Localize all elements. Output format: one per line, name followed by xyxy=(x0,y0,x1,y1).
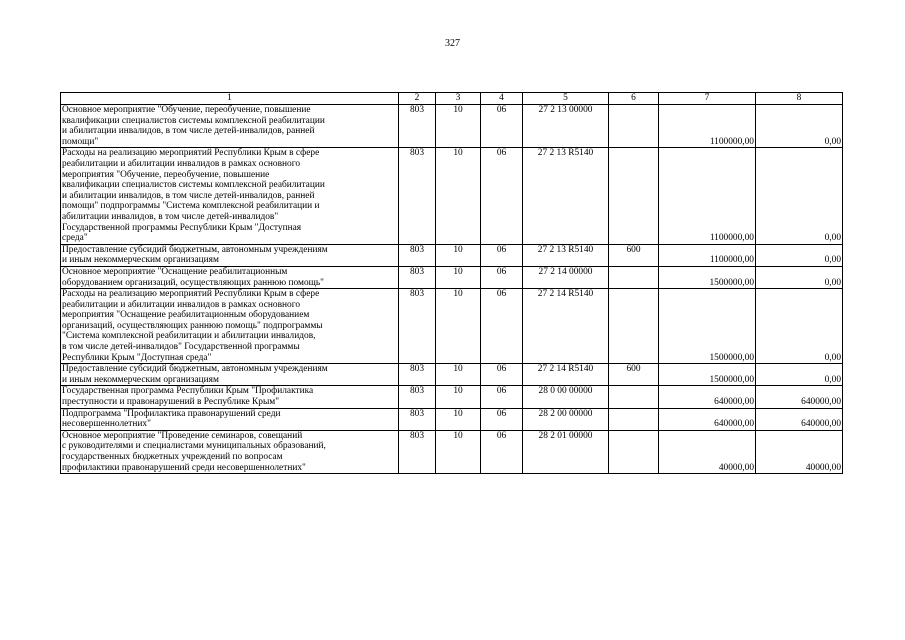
expense-type-cell xyxy=(609,408,659,430)
column-header: 2 xyxy=(399,93,436,105)
subsection-code-cell: 06 xyxy=(481,266,523,288)
target-article-cell: 27 2 14 R5140 xyxy=(523,364,609,386)
section-code-cell: 10 xyxy=(436,148,481,244)
amount-cell: 1100000,00 xyxy=(659,148,756,244)
amount-cell: 640000,00 xyxy=(756,386,843,408)
section-code-cell: 10 xyxy=(436,408,481,430)
column-header: 1 xyxy=(61,93,399,105)
column-header: 7 xyxy=(659,93,756,105)
amount-cell: 0,00 xyxy=(756,105,843,148)
subsection-code-cell: 06 xyxy=(481,364,523,386)
column-header: 8 xyxy=(756,93,843,105)
row-name-cell: Предоставление субсидий бюджетным, автономным учреждениям и иным некоммерческим организациям xyxy=(61,364,399,386)
ministry-code-cell: 803 xyxy=(399,244,436,266)
subsection-code-cell: 06 xyxy=(481,430,523,473)
table-row xyxy=(61,289,843,364)
target-article-cell: 27 2 14 00000 xyxy=(523,266,609,288)
amount-cell: 40000,00 xyxy=(659,430,756,473)
row-name-cell: Подпрограмма "Профилактика правонарушений среди несовершеннолетних" xyxy=(61,408,399,430)
ministry-code-cell: 803 xyxy=(399,386,436,408)
ministry-code-cell: 803 xyxy=(399,289,436,364)
ministry-code-cell: 803 xyxy=(399,105,436,148)
section-code-cell: 10 xyxy=(436,266,481,288)
ministry-code-cell: 803 xyxy=(399,148,436,244)
expense-type-cell xyxy=(609,289,659,364)
amount-cell: 0,00 xyxy=(756,364,843,386)
ministry-code-cell: 803 xyxy=(399,266,436,288)
amount-cell: 1100000,00 xyxy=(659,105,756,148)
table-row xyxy=(61,244,843,266)
subsection-code-cell: 06 xyxy=(481,148,523,244)
expense-type-cell: 600 xyxy=(609,244,659,266)
ministry-code-cell: 803 xyxy=(399,364,436,386)
section-code-cell: 10 xyxy=(436,430,481,473)
table-row xyxy=(61,430,843,473)
target-article-cell: 28 2 00 00000 xyxy=(523,408,609,430)
amount-cell: 1100000,00 xyxy=(659,244,756,266)
budget-table xyxy=(60,92,843,474)
amount-cell: 0,00 xyxy=(756,289,843,364)
table-row xyxy=(61,148,843,244)
row-name-cell: Расходы на реализацию мероприятий Республики Крым в сфере реабилитации и абилитации инвалидов в рамках основного мероприятия "Оснащение реабилитационным оборудованием организаций, осуществляющих раннюю помощь" подпрограммы "Система комплексной реабилитации и абилитации инвалидов, в том числе детей-инвалидов" Государственной программы Республики Крым "Доступная среда" xyxy=(61,289,399,364)
amount-cell: 1500000,00 xyxy=(659,266,756,288)
amount-cell: 0,00 xyxy=(756,148,843,244)
amount-cell: 640000,00 xyxy=(756,408,843,430)
expense-type-cell xyxy=(609,266,659,288)
section-code-cell: 10 xyxy=(436,244,481,266)
amount-cell: 640000,00 xyxy=(659,408,756,430)
amount-cell: 0,00 xyxy=(756,266,843,288)
target-article-cell: 27 2 14 R5140 xyxy=(523,289,609,364)
table-row xyxy=(61,364,843,386)
expense-type-cell xyxy=(609,386,659,408)
amount-cell: 40000,00 xyxy=(756,430,843,473)
ministry-code-cell: 803 xyxy=(399,408,436,430)
section-code-cell: 10 xyxy=(436,386,481,408)
expense-type-cell xyxy=(609,105,659,148)
row-name-cell: Основное мероприятие "Обучение, переобучение, повышение квалификации специалистов системы комплексной реабилитации и абилитации инвалидов, в том числе детей-инвалидов, ранней помощи" xyxy=(61,105,399,148)
row-name-cell: Основное мероприятие "Проведение семинаров, совещаний с руководителями и специалистами муниципальных образований, государственных бюджетных учреждений по вопросам профилактики правонарушений среди несовершеннолетних" xyxy=(61,430,399,473)
target-article-cell: 28 0 00 00000 xyxy=(523,386,609,408)
subsection-code-cell: 06 xyxy=(481,386,523,408)
section-code-cell: 10 xyxy=(436,364,481,386)
column-header: 6 xyxy=(609,93,659,105)
subsection-code-cell: 06 xyxy=(481,105,523,148)
target-article-cell: 27 2 13 R5140 xyxy=(523,148,609,244)
subsection-code-cell: 06 xyxy=(481,408,523,430)
column-header: 3 xyxy=(436,93,481,105)
target-article-cell: 28 2 01 00000 xyxy=(523,430,609,473)
target-article-cell: 27 2 13 R5140 xyxy=(523,244,609,266)
section-code-cell: 10 xyxy=(436,105,481,148)
row-name-cell: Расходы на реализацию мероприятий Республики Крым в сфере реабилитации и абилитации инвалидов в рамках основного мероприятия "Обучение, переобучение, повышение квалификации специалистов системы комплексной реабилитации и абилитации инвалидов, в том числе детей-инвалидов, ранней помощи" подпрограммы "Система комплексной реабилитации и абилитации инвалидов, в том числе детей-инвалидов" Государственной программы Республики Крым "Доступная среда" xyxy=(61,148,399,244)
section-code-cell: 10 xyxy=(436,289,481,364)
table-row xyxy=(61,266,843,288)
row-name-cell: Основное мероприятие "Оснащение реабилитационным оборудованием организаций, осуществляющих раннюю помощь" xyxy=(61,266,399,288)
page-number: 327 xyxy=(445,38,460,49)
subsection-code-cell: 06 xyxy=(481,289,523,364)
table-row xyxy=(61,105,843,148)
row-name-cell: Государственная программа Республики Крым "Профилактика преступности и правонарушений в Республике Крым" xyxy=(61,386,399,408)
target-article-cell: 27 2 13 00000 xyxy=(523,105,609,148)
expense-type-cell xyxy=(609,148,659,244)
expense-type-cell xyxy=(609,430,659,473)
column-header: 4 xyxy=(481,93,523,105)
row-name-cell: Предоставление субсидий бюджетным, автономным учреждениям и иным некоммерческим организациям xyxy=(61,244,399,266)
subsection-code-cell: 06 xyxy=(481,244,523,266)
amount-cell: 0,00 xyxy=(756,244,843,266)
table-row xyxy=(61,386,843,408)
amount-cell: 1500000,00 xyxy=(659,364,756,386)
ministry-code-cell: 803 xyxy=(399,430,436,473)
amount-cell: 1500000,00 xyxy=(659,289,756,364)
table-row xyxy=(61,408,843,430)
column-header: 5 xyxy=(523,93,609,105)
amount-cell: 640000,00 xyxy=(659,386,756,408)
expense-type-cell: 600 xyxy=(609,364,659,386)
header-row xyxy=(61,93,843,105)
